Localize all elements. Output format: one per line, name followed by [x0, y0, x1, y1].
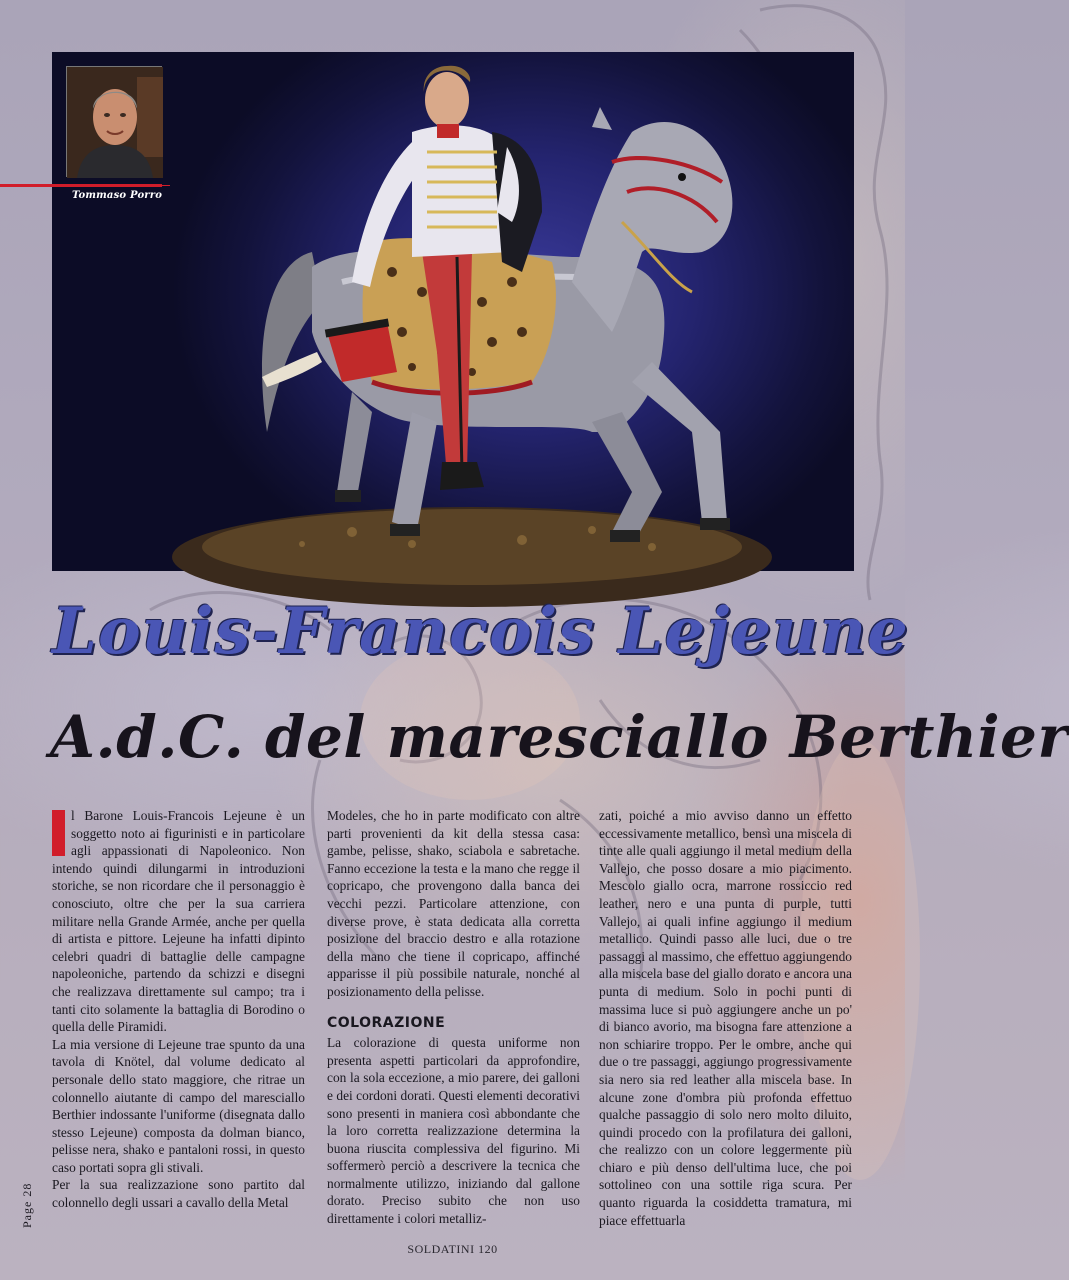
article-title: Louis-Francois Lejeune [52, 594, 909, 669]
page-number: Page 28 [20, 1182, 34, 1228]
author-portrait [66, 66, 162, 177]
article-subtitle: A.d.C. del maresciallo Berthier [50, 703, 1069, 771]
magazine-footer: SOLDATINI 120 [407, 1242, 498, 1256]
paragraph: Modeles, che ho in parte modificato con altre parti provenienti da kit della stessa casa: gambe, pelisse, shako, sciabola e sabretache. Fanno eccezione la testa e la mano che regge il copricapo, che provengono dalla banca dei vecchi pezzi. Particolare attenzione, con diverse prove, è stata dedicata alla corretta posizione del braccio destro e alla rotazione della mano che tiene il copricapo, affinché apparisse il più possibile naturale, nonché al posizionamento della pelisse. [327, 808, 580, 999]
text-column-1 [52, 807, 305, 1212]
red-rule-extension [162, 185, 170, 186]
red-rule [0, 184, 162, 187]
paragraph: Per la sua realizzazione sono partito dal colonnello degli ussari a cavallo della Metal [52, 1177, 305, 1211]
paragraph: La colorazione di questa uniforme non presenta aspetti particolari da approfondire, con la sola eccezione, a mio parere, dei galloni e dei cordoni dorati. Questi elementi decorativi sono presenti in maniera così abbondante che la loro corretta realizzazione determina la buona riuscita complessiva del figurino. Mi soffermerò perciò a descrivere la tecnica che normalmente utilizzo, iniziando dal gallone dorato. Preciso subito che non uso direttamente i colori metalliz- [327, 1035, 580, 1227]
paragraph [52, 807, 305, 1036]
text-column-2 [327, 807, 580, 1228]
author-name: Tommaso Porro [72, 190, 163, 201]
section-heading: COLORAZIONE [327, 1014, 446, 1031]
hero-photo [52, 52, 854, 571]
paragraph: zati, poiché a mio avviso danno un effetto eccessivamente metallico, bensì una miscela di tinte alle quali aggiungo il metal medium della Vallejo, che posso dosare a mio piacimento. Mescolo giallo ocra, marrone rossiccio red leather, nero e una punta di purple, tutti Vallejo, ai quali infine aggiungo il medium metallico. Quindi passo alle luci, due o tre passaggi al massimo, che effettuo aggiungendo alla miscela base del giallo dorato e ancora una punta di medium. Solo in pochi punti di massima luce si può aggiungere anche un po' di bianco avorio, ma bisogna fare attenzione a non schiarire troppo. Per le ombre, anche qui due o tre passaggi, aggiungo progressivamente sia nero sia red leather alla miscela base. In alcune zone d'ombra più profonda effettuo qualche passaggio di solo nero molto diluito, quindi procedo con la profilatura dei galloni, che realizzo con un colore leggermente più chiaro e più denso dell'ultima luce, che poi sottolineo con una sottile riga scura. Per quanto riguarda la cosiddetta tramatura, mi piace effettuarla [599, 808, 852, 1228]
text-column-3 [599, 807, 852, 1229]
paragraph: La mia versione di Lejeune trae spunto da una tavola di Knötel, dal volume dedicato al personale dello stato maggiore, che ritrae un colonnello aiutante di campo del maresciallo Berthier indossante l'uniforme (disegnata dallo stesso Lejeune) composta da dolman bianco, pelisse nera, shako e pantaloni rossi, in questo caso portati sopra gli stivali. [52, 1036, 305, 1175]
paragraph-text: l Barone Louis-Francois Lejeune è un soggetto noto ai figurinisti e in particolare agli appassionati di Napoleonico. Non intendo quindi dilungarmi in introduzioni storiche, se non ricordare che il personaggio è conosciuto, oltre che per la sua carriera militare nella Grande Armée, anche per quella di artista e pittore. Lejeune ha infatti dipinto celebri quadri di battaglie delle campagne napoleoniche, partendo da schizzi e disegni che realizzava direttamente sul campo; tra i tanti cito solamente la battaglia di Borodino o quella delle Piramidi. [52, 808, 305, 1035]
figurine-illustration [52, 52, 854, 571]
dropcap-i [52, 810, 65, 856]
